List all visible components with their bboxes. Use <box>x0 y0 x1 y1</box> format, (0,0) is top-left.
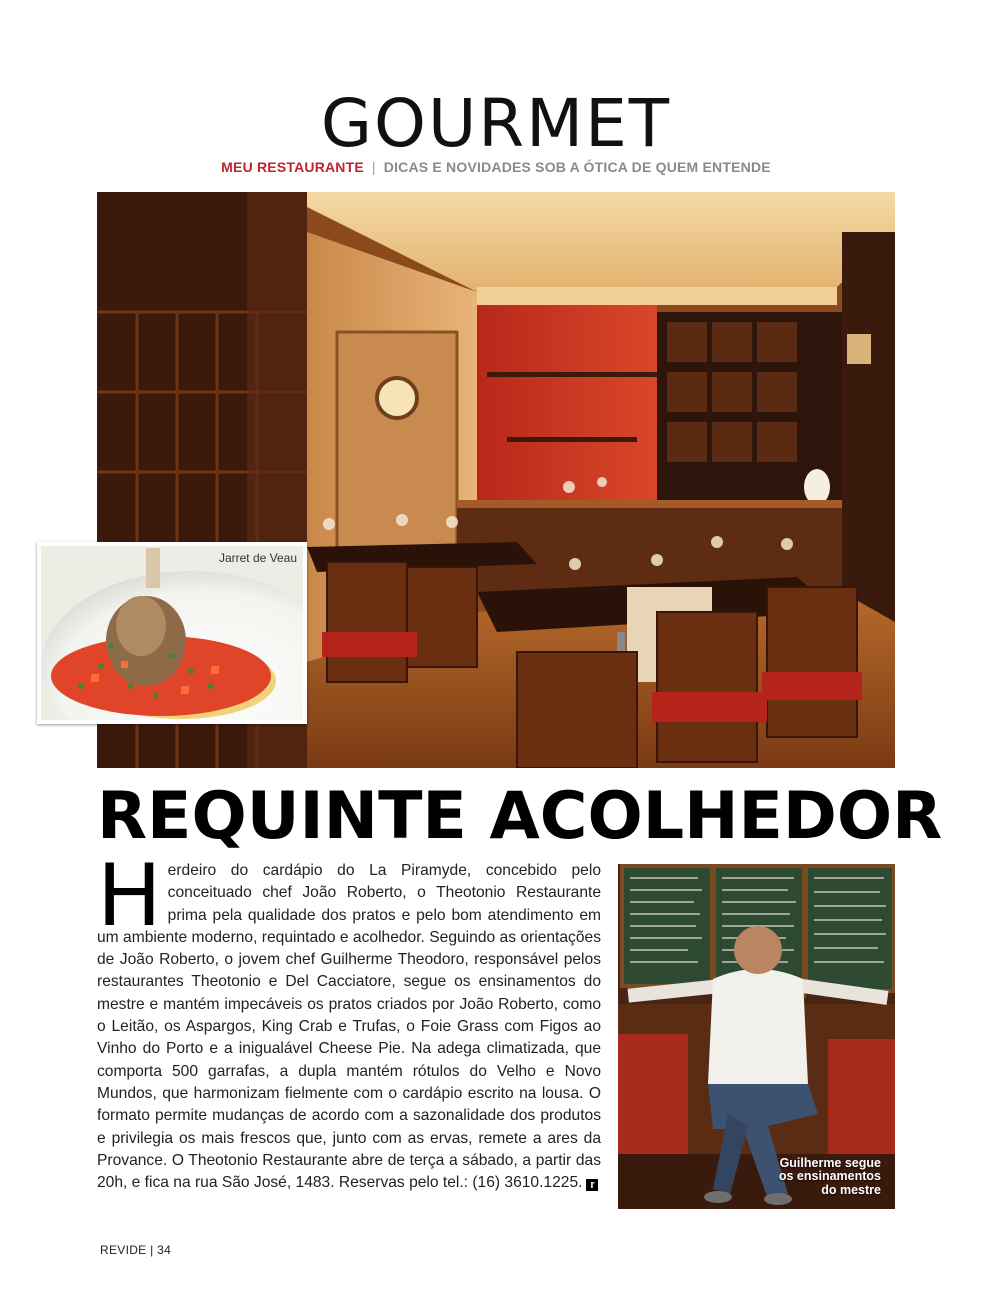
end-mark-icon: r <box>586 1179 598 1191</box>
inset-food-photo <box>37 542 307 724</box>
subtitle-separator: | <box>371 159 376 175</box>
page-folio: REVIDE | 34 <box>100 1243 172 1257</box>
article-body <box>97 846 601 1194</box>
jarret-de-veau-image <box>41 546 303 720</box>
article-body-text: erdeiro do cardápio do La Piramyde, concebido pelo conceituado chef João Roberto, o Theotonio Restaurante prima pela qualidade dos pratos e pelo bom atendimento em um ambiente moderno, requintado e acolhedor. Seguindo as orientações de João Roberto, o jovem chef Guilherme Theodoro, responsável pelos restaurantes Theotonio e Del Cacciatore, segue os ensinamentos do mestre e mantém impecáveis os pratos criados por João Roberto, como o Leitão, os Aspargos, King Crab e Trufas, o Foie Grass com Figos ao Vinho do Porto e a inigualável Cheese Pie. Na adega climatizada, que comporta 500 garrafas, a dupla mantém rótulos do Velho e Novo Mundos, que harmonizam fielmente com o cardápio escrito na lousa. O formato permite mudanças de acordo com a sazonalidade dos produtos e privilegia os mais frescos que, junto com as ervas, remete a ares da Provance. O Theotonio Restaurante abre de terça a sábado, a partir das 20h, e fica na rua São José, 1483. Reservas pelo tel.: (16) 3610.1225. <box>97 862 601 1192</box>
inset-photo-caption: Jarret de Veau <box>218 551 297 565</box>
article-headline: REQUINTE ACOLHEDOR <box>97 779 943 854</box>
section-kicker: MEU RESTAURANTE <box>221 159 364 175</box>
chef-photo <box>618 864 895 1209</box>
section-tagline: DICAS E NOVIDADES SOB A ÓTICA DE QUEM ENTENDE <box>383 159 771 175</box>
chef-photo-caption: Guilherme segue os ensinamentos do mestre <box>778 1155 881 1197</box>
drop-cap: H <box>97 846 162 946</box>
section-title: GOURMET <box>320 85 672 162</box>
subtitle <box>0 158 992 176</box>
